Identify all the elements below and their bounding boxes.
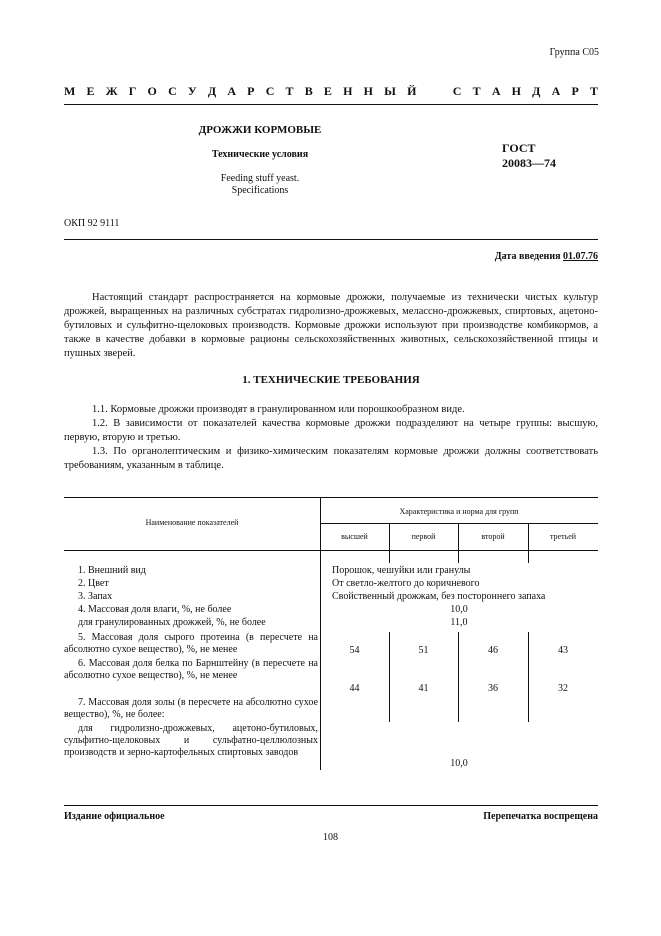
clauses <box>64 403 598 473</box>
okp-divider <box>64 239 598 240</box>
banner-left-letter: Т <box>285 84 294 98</box>
row-label-2: 2. Цвет <box>78 578 109 589</box>
banner-left-letter: Е <box>86 84 95 98</box>
row-label-7: 7. Массовая доля золы (в пересчете на абсолютно сухое вещество), %, не более: <box>64 697 318 720</box>
banner-right-letter: А <box>551 84 561 98</box>
col-header-group-1: высшей <box>341 532 368 541</box>
row-value-2: От светло-желтого до коричневого <box>332 578 480 589</box>
banner-right-letter: Н <box>511 84 521 98</box>
banner-left-letter: Е <box>323 84 332 98</box>
gost-number <box>502 141 556 171</box>
banner-right-letter: Т <box>472 84 481 98</box>
col-tick <box>389 550 390 563</box>
gost-code: 20083—74 <box>502 156 556 170</box>
section-title: 1. ТЕХНИЧЕСКИЕ ТРЕБОВАНИЯ <box>242 374 420 386</box>
table-header-rule <box>64 550 598 551</box>
banner-left-letter: А <box>227 84 236 98</box>
banner-left-letter: В <box>304 84 313 98</box>
row-label-7b: для гидролизно-дрожжевых, ацетоно-бутиловых, сульфитно-щелоковых и сульфатно-целлюлозных производств и зерно-картофельных спиртовых заводов <box>64 723 318 758</box>
row-label-4b: для гранулированных дрожжей, %, не более <box>78 617 266 628</box>
date-value: 01.07.76 <box>563 251 598 262</box>
group-code: Группа С05 <box>549 47 599 58</box>
document-title: ДРОЖЖИ КОРМОВЫЕ <box>198 124 322 136</box>
row-5-value-1: 54 <box>349 645 360 656</box>
effective-date <box>495 251 598 262</box>
banner-left-letter: Н <box>343 84 353 98</box>
row-value-7b: 10,0 <box>450 758 468 769</box>
row-label-3: 3. Запах <box>78 591 113 602</box>
banner-left-letter: С <box>168 84 177 98</box>
header-divider <box>64 104 598 105</box>
row-5-value-4: 43 <box>558 645 568 656</box>
row-6-value-1: 44 <box>349 683 360 694</box>
banner-right-letter: Р <box>571 84 579 98</box>
banner-right-letter: Т <box>589 84 598 98</box>
row-label-6: 6. Массовая доля белка по Барнштейну (в пересчете на абсолютно сухое вещество), %, не менее <box>64 658 318 681</box>
clause-1-1: 1.1. Кормовые дрожжи производят в гранулированном или порошкообразном виде. <box>92 404 465 415</box>
banner-gap <box>428 84 442 99</box>
banner-left-letter: Ж <box>105 84 118 98</box>
row-value-4: 10,0 <box>450 604 468 615</box>
table-group-rule <box>320 523 598 524</box>
banner-left-letter: Ы <box>384 84 396 98</box>
english-title-line-1: Feeding stuff yeast. <box>220 173 300 184</box>
col-header-group-2: первой <box>411 532 436 541</box>
table-top-rule <box>64 497 598 498</box>
date-label: Дата введения <box>494 251 561 262</box>
banner-left-letter: М <box>64 84 76 98</box>
row-label-4: 4. Массовая доля влаги, %, не более <box>78 604 232 615</box>
col-header-groups: Характеристика и норма для групп <box>399 507 519 516</box>
banner-right-letter: С <box>452 84 462 98</box>
english-title-line-2: Specifications <box>231 185 289 196</box>
row-6-value-2: 41 <box>418 683 429 694</box>
okp-code: ОКП 92 9111 <box>64 218 120 229</box>
row-label-5: 5. Массовая доля сырого протеина (в пересчете на абсолютно сухое вещество), %, не менее <box>64 632 318 655</box>
document-subtitle: Технические условия <box>211 149 309 160</box>
page-number: 108 <box>323 832 338 843</box>
footer-reprint: Перепечатка воспрещена <box>483 811 598 822</box>
intro-paragraph <box>64 291 598 361</box>
col-header-group-4: третьей <box>549 532 577 541</box>
banner-left-letter: Р <box>247 84 255 98</box>
row-value-3: Свойственный дрожжам, без постороннего запаха <box>332 591 546 602</box>
banner-left-letter: Й <box>407 84 417 98</box>
banner-right-letter: Д <box>532 84 541 98</box>
clause-1-3: 1.3. По органолептическим и физико-химическим показателям кормовые дрожжи должны соответствовать требованиям, указанным в таблице. <box>64 446 598 471</box>
banner-left-letter: Н <box>363 84 373 98</box>
footer-edition: Издание официальное <box>64 811 165 822</box>
banner-left-letter: С <box>265 84 275 98</box>
col-tick <box>458 550 459 563</box>
row-5-value-3: 46 <box>488 645 498 656</box>
footer-divider <box>64 805 598 806</box>
banner-left-letter: Д <box>207 84 217 98</box>
row-5-value-2: 51 <box>418 645 429 656</box>
banner-right-letter: А <box>491 84 501 98</box>
english-title <box>150 173 370 197</box>
row-6-value-4: 32 <box>558 683 568 694</box>
banner-left-letter: У <box>187 84 197 98</box>
banner-left-letter: О <box>147 84 157 98</box>
intro-text: Настоящий стандарт распространяется на кормовые дрожжи, получаемые из технически чистых культур дрожжей, выращенных на различных субстратах гидролизно-дрожжевых, мелассно-дрожжевых, спиртовых, ацетоно-бутиловых и сульфитно-щелоковых производств. Кормовые дрожжи используют при производстве комбикормов, а также в качестве добавки в кормовые рационы сельскохозяйственных животных, сельскохозяйственной птицы и пушных зверей. <box>64 292 598 359</box>
row-value-4b: 11,0 <box>450 617 468 628</box>
col-tick <box>528 550 529 563</box>
standard-banner <box>64 84 598 99</box>
gost-label: ГОСТ <box>502 141 536 155</box>
col-header-name: Наименование показателей <box>145 518 239 527</box>
row-label-1: 1. Внешний вид <box>78 565 146 576</box>
banner-left-letter: Г <box>128 84 137 98</box>
row-6-value-3: 36 <box>488 683 498 694</box>
clause-1-2: 1.2. В зависимости от показателей качества кормовые дрожжи подразделяют на четыре группы: высшую, первую, вторую и третью. <box>64 418 598 443</box>
col-header-group-3: второй <box>481 532 505 541</box>
row-value-1: Порошок, чешуйки или гранулы <box>332 565 471 576</box>
